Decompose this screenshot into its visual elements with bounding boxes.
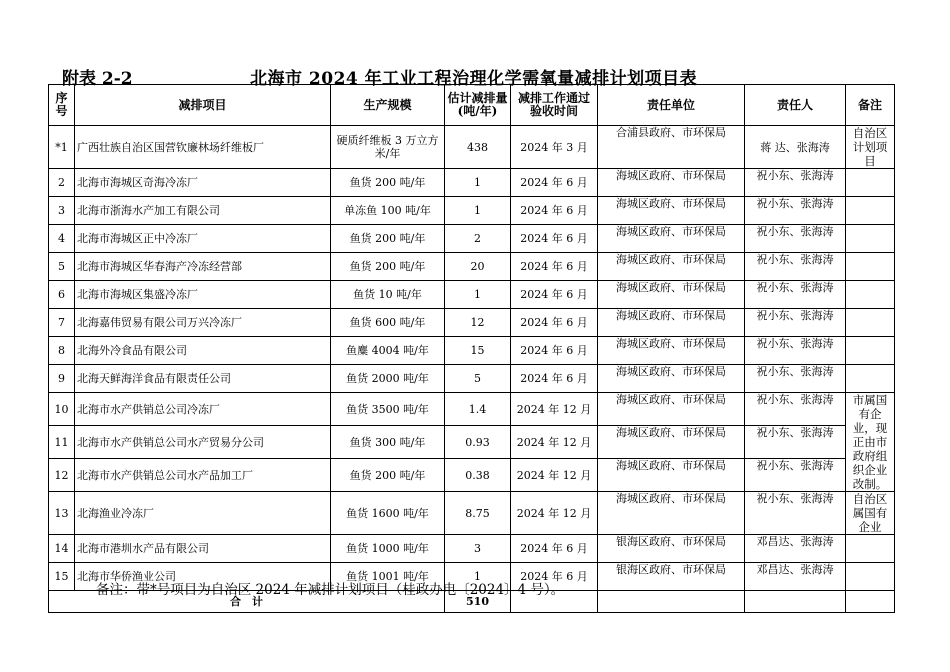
cell-person: 祝小东、张海涛 <box>745 459 846 492</box>
cell-seq: 12 <box>49 459 75 492</box>
cell-scale: 鱼货 1000 吨/年 <box>331 535 445 563</box>
table-row <box>49 492 895 535</box>
cell-person: 邓昌达、张海涛 <box>745 535 846 563</box>
cell-person: 邓昌达、张海涛 <box>745 563 846 591</box>
cell-person: 祝小东、张海涛 <box>745 281 846 309</box>
cell-scale: 鱼货 200 吨/年 <box>331 169 445 197</box>
header-time: 减排工作通过验收时间 <box>511 85 598 126</box>
cell-remark: 自治区属国有企业 <box>846 492 895 535</box>
cell-project: 北海市海城区集盛冷冻厂 <box>75 281 331 309</box>
cell-unit: 银海区政府、市环保局 <box>598 535 745 563</box>
cell-estimate: 0.38 <box>445 459 511 492</box>
total-value: 510 <box>445 591 511 613</box>
cell-time: 2024 年 12 月 <box>511 459 598 492</box>
cell-unit: 海城区政府、市环保局 <box>598 393 745 426</box>
cell-time: 2024 年 6 月 <box>511 309 598 337</box>
cell-project: 北海外冷食品有限公司 <box>75 337 331 365</box>
cell-time: 2024 年 6 月 <box>511 281 598 309</box>
cell-unit: 海城区政府、市环保局 <box>598 253 745 281</box>
cell-project: 广西壮族自治区国营钦廉林场纤维板厂 <box>75 126 331 169</box>
cell-scale: 鱼货 300 吨/年 <box>331 426 445 459</box>
table-row <box>49 309 895 337</box>
table-row <box>49 197 895 225</box>
header-project: 减排项目 <box>75 85 331 126</box>
cell-person: 蒋 达、张海涛 <box>745 126 846 169</box>
cell-scale: 单冻鱼 100 吨/年 <box>331 197 445 225</box>
cell-unit: 银海区政府、市环保局 <box>598 563 745 591</box>
header-estimate: 估计减排量(吨/年) <box>445 85 511 126</box>
cell-time: 2024 年 6 月 <box>511 535 598 563</box>
cell-scale: 鱼货 200 吨/年 <box>331 253 445 281</box>
cell-scale: 鱼麋 4004 吨/年 <box>331 337 445 365</box>
cell-person: 祝小东、张海涛 <box>745 393 846 426</box>
cell-unit: 合浦县政府、市环保局 <box>598 126 745 169</box>
cell-seq: 7 <box>49 309 75 337</box>
header-seq: 序号 <box>49 85 75 126</box>
cell-project: 北海市海城区奇海冷冻厂 <box>75 169 331 197</box>
cell-project: 北海市水产供销总公司冷冻厂 <box>75 393 331 426</box>
cell-project: 北海市海城区华春海产冷冻经营部 <box>75 253 331 281</box>
cell-unit: 海城区政府、市环保局 <box>598 225 745 253</box>
cell-project: 北海嘉伟贸易有限公司万兴冷冻厂 <box>75 309 331 337</box>
cell-time: 2024 年 12 月 <box>511 426 598 459</box>
cell-remark <box>846 169 895 197</box>
cell-seq: 3 <box>49 197 75 225</box>
cell-remark-merged: 市属国有企业，现正由市政府组织企业改制。 <box>846 393 895 492</box>
cell-person: 祝小东、张海涛 <box>745 426 846 459</box>
cell-remark <box>846 197 895 225</box>
cell-seq: 11 <box>49 426 75 459</box>
cell-seq: 2 <box>49 169 75 197</box>
cell-seq: 15 <box>49 563 75 591</box>
cell-person: 祝小东、张海涛 <box>745 197 846 225</box>
cell-remark <box>846 563 895 591</box>
cell-estimate: 12 <box>445 309 511 337</box>
cell-unit: 海城区政府、市环保局 <box>598 492 745 535</box>
cell-empty <box>846 591 895 613</box>
cell-remark <box>846 309 895 337</box>
cell-unit: 海城区政府、市环保局 <box>598 309 745 337</box>
cell-project: 北海市华侨渔业公司 <box>75 563 331 591</box>
header-person: 责任人 <box>745 85 846 126</box>
cell-time: 2024 年 6 月 <box>511 337 598 365</box>
cell-estimate: 1 <box>445 197 511 225</box>
table-row <box>49 126 895 169</box>
cell-person: 祝小东、张海涛 <box>745 365 846 393</box>
cell-remark <box>846 337 895 365</box>
cell-time: 2024 年 12 月 <box>511 492 598 535</box>
cell-estimate: 1 <box>445 563 511 591</box>
cell-seq: 9 <box>49 365 75 393</box>
table-row <box>49 225 895 253</box>
table-row <box>49 393 895 426</box>
attachment-label: 附表 2-2 <box>62 69 133 89</box>
cell-time: 2024 年 6 月 <box>511 197 598 225</box>
cell-estimate: 8.75 <box>445 492 511 535</box>
cell-time: 2024 年 6 月 <box>511 253 598 281</box>
cell-estimate: 1 <box>445 169 511 197</box>
table-row <box>49 281 895 309</box>
cell-estimate: 1 <box>445 281 511 309</box>
cell-estimate: 2 <box>445 225 511 253</box>
cell-time: 2024 年 6 月 <box>511 169 598 197</box>
header-row <box>49 85 895 126</box>
cell-unit: 海城区政府、市环保局 <box>598 197 745 225</box>
cell-scale: 鱼货 1001 吨/年 <box>331 563 445 591</box>
cell-estimate: 0.93 <box>445 426 511 459</box>
table-row <box>49 459 895 492</box>
cell-unit: 海城区政府、市环保局 <box>598 281 745 309</box>
footnote: 备注：带*号项目为自治区 2024 年减排计划项目（桂政办电〔2024〕4 号）。 <box>96 582 565 598</box>
cell-time: 2024 年 6 月 <box>511 225 598 253</box>
header-scale: 生产规模 <box>331 85 445 126</box>
cell-project: 北海市水产供销总公司水产品加工厂 <box>75 459 331 492</box>
cell-scale: 硬质纤维板 3 万立方米/年 <box>331 126 445 169</box>
table-row <box>49 337 895 365</box>
page-title: 北海市 2024 年工业工程治理化学需氧量减排计划项目表 <box>250 69 698 89</box>
cell-project: 北海市水产供销总公司水产贸易分公司 <box>75 426 331 459</box>
cell-person: 祝小东、张海涛 <box>745 169 846 197</box>
cell-estimate: 1.4 <box>445 393 511 426</box>
cell-seq: 4 <box>49 225 75 253</box>
cell-remark <box>846 253 895 281</box>
cell-remark <box>846 365 895 393</box>
cell-estimate: 3 <box>445 535 511 563</box>
cell-seq: 8 <box>49 337 75 365</box>
cell-time: 2024 年 6 月 <box>511 563 598 591</box>
cell-remark <box>846 225 895 253</box>
table-row <box>49 535 895 563</box>
table-row <box>49 365 895 393</box>
cell-scale: 鱼货 600 吨/年 <box>331 309 445 337</box>
cell-estimate: 438 <box>445 126 511 169</box>
cell-unit: 海城区政府、市环保局 <box>598 459 745 492</box>
cell-scale: 鱼货 10 吨/年 <box>331 281 445 309</box>
cell-estimate: 5 <box>445 365 511 393</box>
cell-seq: 13 <box>49 492 75 535</box>
cell-person: 祝小东、张海涛 <box>745 225 846 253</box>
cell-scale: 鱼货 200 吨/年 <box>331 225 445 253</box>
cell-remark: 自治区计划项目 <box>846 126 895 169</box>
cell-project: 北海市浙海水产加工有限公司 <box>75 197 331 225</box>
cell-project: 北海市港圳水产品有限公司 <box>75 535 331 563</box>
cell-seq: 6 <box>49 281 75 309</box>
cell-project: 北海渔业冷冻厂 <box>75 492 331 535</box>
cell-person: 祝小东、张海涛 <box>745 492 846 535</box>
cell-project: 北海市海城区正中冷冻厂 <box>75 225 331 253</box>
cell-estimate: 15 <box>445 337 511 365</box>
cell-seq: *1 <box>49 126 75 169</box>
cell-unit: 海城区政府、市环保局 <box>598 169 745 197</box>
cell-empty <box>745 591 846 613</box>
cell-scale: 鱼货 2000 吨/年 <box>331 365 445 393</box>
cell-unit: 海城区政府、市环保局 <box>598 337 745 365</box>
table-row <box>49 253 895 281</box>
cell-estimate: 20 <box>445 253 511 281</box>
table-row <box>49 169 895 197</box>
cell-person: 祝小东、张海涛 <box>745 337 846 365</box>
cell-person: 祝小东、张海涛 <box>745 309 846 337</box>
cell-project: 北海天鲜海洋食品有限责任公司 <box>75 365 331 393</box>
cell-time: 2024 年 3 月 <box>511 126 598 169</box>
cell-time: 2024 年 6 月 <box>511 365 598 393</box>
cell-unit: 海城区政府、市环保局 <box>598 426 745 459</box>
cell-empty <box>598 591 745 613</box>
cell-scale: 鱼货 1600 吨/年 <box>331 492 445 535</box>
cell-unit: 海城区政府、市环保局 <box>598 365 745 393</box>
cell-remark <box>846 535 895 563</box>
total-label: 合 计 <box>49 591 445 613</box>
cell-scale: 鱼货 3500 吨/年 <box>331 393 445 426</box>
cell-seq: 10 <box>49 393 75 426</box>
cell-person: 祝小东、张海涛 <box>745 253 846 281</box>
cell-remark <box>846 281 895 309</box>
cell-scale: 鱼货 200 吨/年 <box>331 459 445 492</box>
cell-time: 2024 年 12 月 <box>511 393 598 426</box>
table-row <box>49 426 895 459</box>
header-unit: 责任单位 <box>598 85 745 126</box>
cell-seq: 5 <box>49 253 75 281</box>
header-remark: 备注 <box>846 85 895 126</box>
cell-seq: 14 <box>49 535 75 563</box>
reduction-plan-table <box>48 84 895 613</box>
